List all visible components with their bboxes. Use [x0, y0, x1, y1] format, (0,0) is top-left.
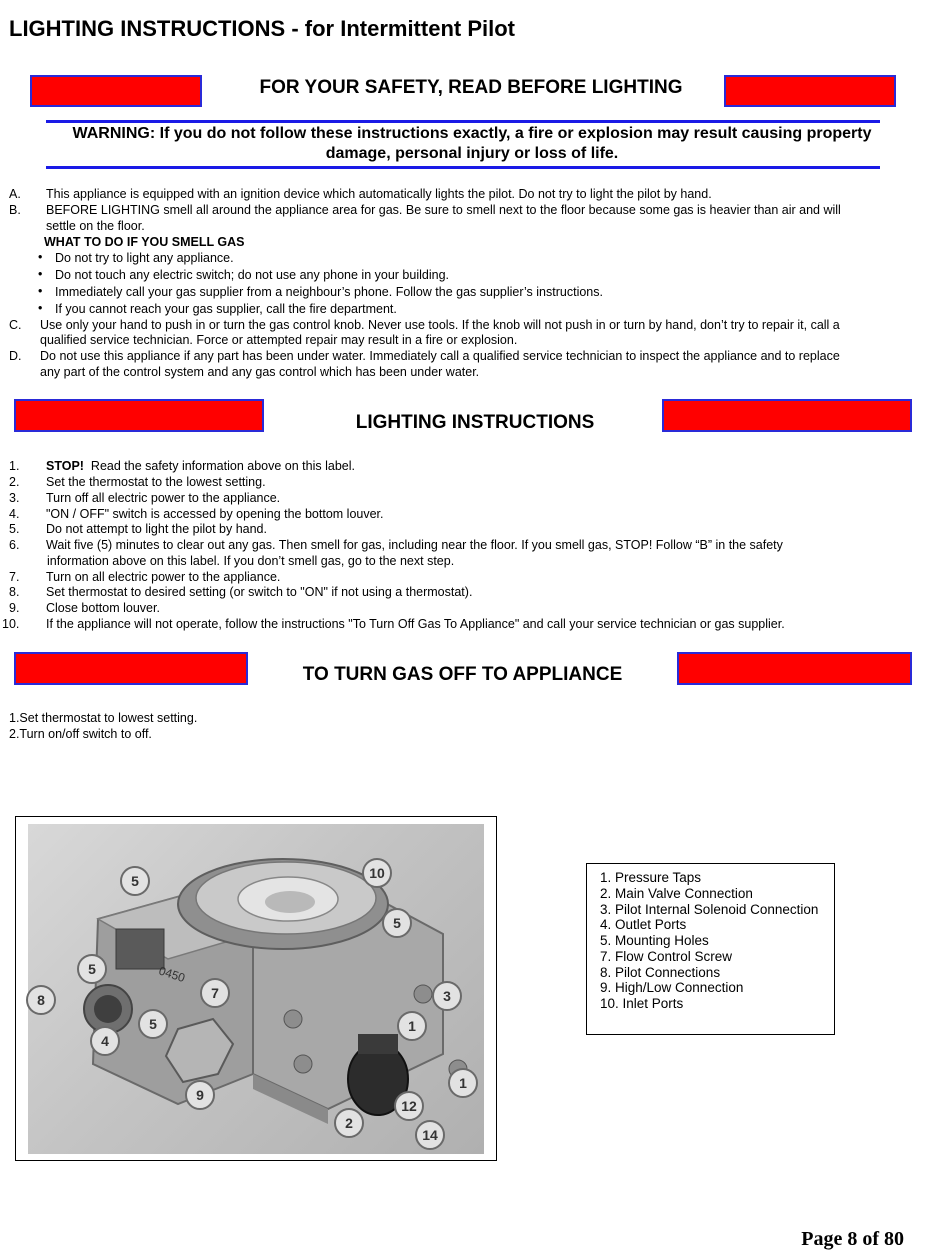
callout-3: 3: [432, 981, 462, 1011]
safety-item-text: BEFORE LIGHTING smell all around the appliance area for gas. Be sure to smell next to the floor because some gas is heavier than air and will: [46, 203, 841, 217]
safety-item-text: qualified service technician. Force or attempted repair may result in a fire or explosion.: [40, 333, 518, 347]
smell-gas-heading: WHAT TO DO IF YOU SMELL GAS: [44, 235, 245, 249]
gas-off-heading: TO TURN GAS OFF TO APPLIANCE: [302, 664, 623, 685]
bullet-icon: •: [38, 250, 43, 264]
step-text-continued: information above on this label. If you don’t smell gas, go to the next step.: [47, 554, 455, 568]
gas-off-step: 2.Turn on/off switch to off.: [9, 727, 152, 741]
step-number: 4.: [9, 507, 20, 521]
step-text: "ON / OFF" switch is accessed by opening the bottom louver.: [46, 507, 384, 521]
callout-2: 2: [334, 1108, 364, 1138]
step-text: [46, 458, 355, 474]
bullet-icon: •: [38, 284, 43, 298]
callout-8: 8: [26, 985, 56, 1015]
callout-5: 5: [138, 1009, 168, 1039]
legend-item: 2. Main Valve Connection: [600, 886, 753, 901]
callout-5: 5: [382, 908, 412, 938]
callout-10: 10: [362, 858, 392, 888]
step-number: 10.: [2, 617, 20, 631]
red-banner-right: [677, 652, 912, 685]
gas-off-step: 1.Set thermostat to lowest setting.: [9, 711, 198, 725]
safety-item-marker: C.: [9, 318, 22, 332]
stop-label: STOP!: [46, 459, 84, 473]
step-text: Turn on all electric power to the appliance.: [46, 570, 281, 584]
legend-item: 8. Pilot Connections: [600, 965, 721, 980]
legend-item: 7. Flow Control Screw: [600, 949, 733, 964]
step-number: 3.: [9, 491, 20, 505]
safety-item-text: This appliance is equipped with an ignition device which automatically lights the pilot. Do not try to light the pilot by hand.: [46, 187, 712, 201]
page-title: LIGHTING INSTRUCTIONS - for Intermittent Pilot: [9, 16, 515, 41]
page-number: Page 8 of 80: [801, 1228, 904, 1250]
callout-7: 7: [200, 978, 230, 1008]
red-banner-left: [30, 75, 202, 107]
legend-item: 3. Pilot Internal Solenoid Connection: [600, 902, 819, 917]
step-text: Set thermostat to desired setting (or switch to "ON" if not using a thermostat).: [46, 585, 473, 599]
safety-item-text: Do not use this appliance if any part has been under water. Immediately call a qualified service technician to inspect the appliance and to replace: [40, 349, 840, 363]
legend-item: 9. High/Low Connection: [600, 980, 744, 995]
callout-4: 4: [90, 1026, 120, 1056]
legend-item: 10. Inlet Ports: [600, 996, 684, 1011]
step-number: 9.: [9, 601, 20, 615]
smell-gas-bullet: Immediately call your gas supplier from a neighbour’s phone. Follow the gas supplier’s instructions.: [55, 285, 603, 299]
step-text: Turn off all electric power to the appliance.: [46, 491, 281, 505]
step-number: 5.: [9, 522, 20, 536]
callout-1: 1: [397, 1011, 427, 1041]
safety-item-marker: B.: [9, 203, 21, 217]
step-text-rest: Read the safety information above on this label.: [83, 459, 355, 473]
red-banner-left: [14, 652, 248, 685]
step-text: Close bottom louver.: [46, 601, 160, 615]
safety-heading: FOR YOUR SAFETY, READ BEFORE LIGHTING: [259, 77, 683, 98]
smell-gas-bullet: Do not try to light any appliance.: [55, 251, 234, 265]
warning-text: WARNING: If you do not follow these instructions exactly, a fire or explosion may result causing property damage, personal injury or loss of life.: [72, 125, 872, 162]
legend-item: 5. Mounting Holes: [600, 933, 709, 948]
red-banner-right: [724, 75, 896, 107]
legend-item: 4. Outlet Ports: [600, 917, 687, 932]
red-banner-left: [14, 399, 264, 432]
step-text: Set the thermostat to the lowest setting.: [46, 475, 266, 489]
step-number: 2.: [9, 475, 20, 489]
lighting-heading: LIGHTING INSTRUCTIONS: [355, 412, 595, 433]
step-text: If the appliance will not operate, follow the instructions "To Turn Off Gas To Appliance" and call your service technician or gas supplier.: [46, 617, 785, 631]
callout-14: 14: [415, 1120, 445, 1150]
step-number: 7.: [9, 570, 20, 584]
safety-item-text: any part of the control system and any gas control which has been under water.: [40, 365, 480, 379]
step-number: 6.: [9, 538, 20, 552]
legend-item: 1. Pressure Taps: [600, 870, 702, 885]
safety-item-text: settle on the floor.: [46, 219, 145, 233]
warning-rule-bottom: [46, 166, 880, 169]
step-number: 8.: [9, 585, 20, 599]
red-banner-right: [662, 399, 912, 432]
callout-12: 12: [394, 1091, 424, 1121]
step-number: 1.: [9, 459, 20, 473]
valve-stamp: 0450: [157, 963, 187, 986]
callout-9: 9: [185, 1080, 215, 1110]
safety-item-marker: D.: [9, 349, 22, 363]
step-text: Wait five (5) minutes to clear out any gas. Then smell for gas, including near the floor. If you smell gas, STOP! Follow “B” in the safety: [46, 538, 783, 552]
callout-1: 1: [448, 1068, 478, 1098]
smell-gas-bullet: Do not touch any electric switch; do not use any phone in your building.: [55, 268, 449, 282]
smell-gas-bullet: If you cannot reach your gas supplier, call the fire department.: [55, 302, 397, 316]
safety-item-text: Use only your hand to push in or turn the gas control knob. Never use tools. If the knob will not push in or turn by hand, don’t try to repair it, call a: [40, 318, 840, 332]
warning-rule-top: [46, 120, 880, 123]
step-text: Do not attempt to light the pilot by hand.: [46, 522, 267, 536]
callout-5: 5: [120, 866, 150, 896]
bullet-icon: •: [38, 267, 43, 281]
safety-item-marker: A.: [9, 187, 21, 201]
callout-5: 5: [77, 954, 107, 984]
bullet-icon: •: [38, 301, 43, 315]
